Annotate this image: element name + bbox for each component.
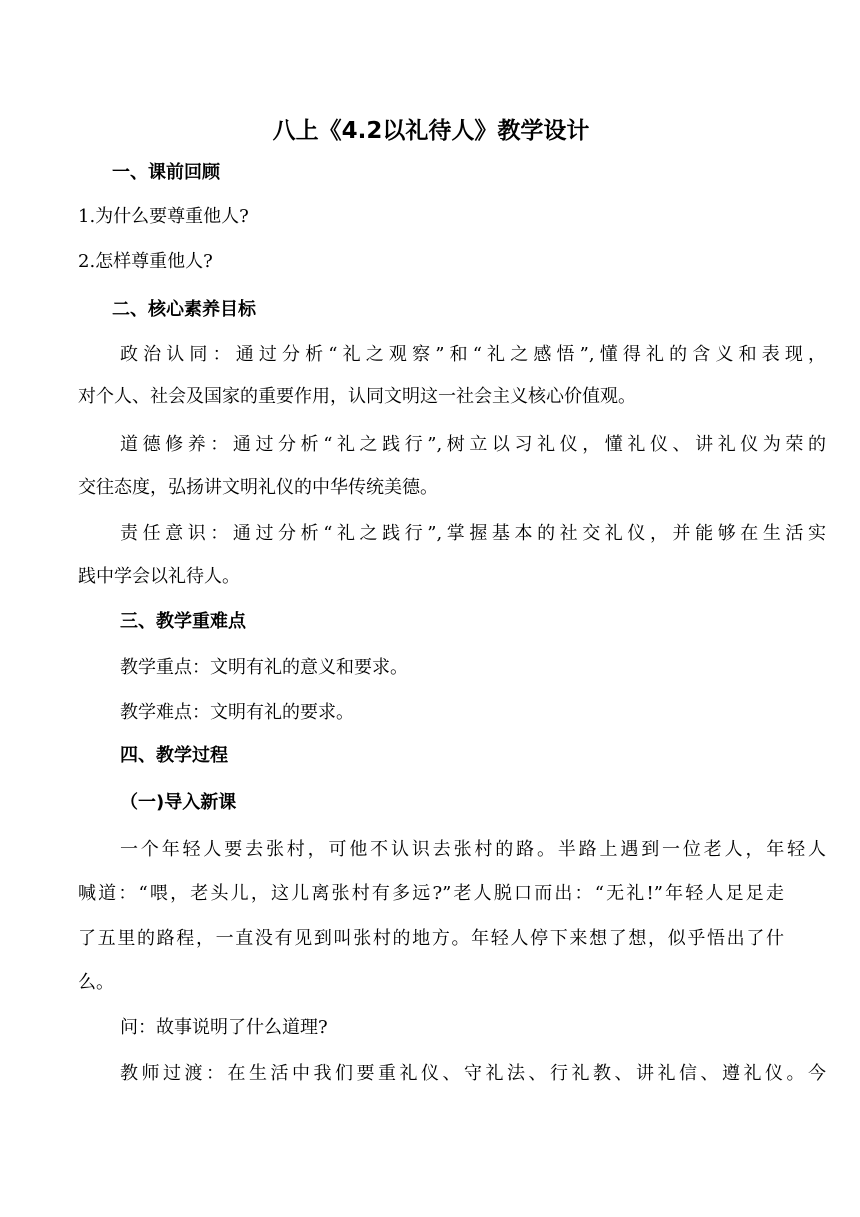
teacher-transition: 教师过渡：在生活中我们要重礼仪、守礼法、行礼教、讲礼信、遵礼仪。今 <box>120 1063 826 1084</box>
goal-political-line-1: 政治认同：通过分析“礼之观察”和“礼之感悟”,懂得礼的含义和表现， <box>120 344 826 365</box>
story-line-1: 一个年轻人要去张村，可他不认识去张村的路。半路上遇到一位老人，年轻人 <box>120 839 826 860</box>
document-title: 八上《4.2以礼待人》教学设计 <box>272 118 590 144</box>
goal-responsibility-line-1: 责任意识：通过分析“礼之践行”,掌握基本的社交礼仪，并能够在生活实 <box>120 523 826 544</box>
key-difficulty: 教学难点：文明有礼的要求。 <box>120 702 354 723</box>
goal-political-line-2: 对个人、社会及国家的重要作用，认同文明这一社会主义核心价值观。 <box>78 386 636 407</box>
section-heading-goals: 二、核心素养目标 <box>112 299 256 320</box>
story-line-3: 了五里的路程，一直没有见到叫张村的地方。年轻人停下来想了想，似乎悟出了什 <box>78 928 784 949</box>
subsection-heading-intro: （一)导入新课 <box>120 792 237 813</box>
goal-moral-line-2: 交往态度，弘扬讲文明礼仪的中华传统美德。 <box>78 477 438 498</box>
key-focus: 教学重点：文明有礼的意义和要求。 <box>120 657 408 678</box>
story-line-2: 喊道：“喂，老头儿，这儿离张村有多远?”老人脱口而出：“无礼!”年轻人足足走 <box>78 883 784 904</box>
section-heading-keypoints: 三、教学重难点 <box>120 611 246 632</box>
section-heading-process: 四、教学过程 <box>120 745 228 766</box>
question-text: 问：故事说明了什么道理? <box>120 1017 328 1038</box>
review-question-1: 1.为什么要尊重他人? <box>78 206 249 227</box>
goal-moral-line-1: 道德修养：通过分析“礼之践行”,树立以习礼仪，懂礼仪、讲礼仪为荣的 <box>120 434 826 455</box>
story-line-4: 么。 <box>78 972 114 993</box>
goal-responsibility-line-2: 践中学会以礼待人。 <box>78 566 240 587</box>
review-question-2: 2.怎样尊重他人? <box>78 251 213 272</box>
section-heading-review: 一、课前回顾 <box>112 162 220 183</box>
